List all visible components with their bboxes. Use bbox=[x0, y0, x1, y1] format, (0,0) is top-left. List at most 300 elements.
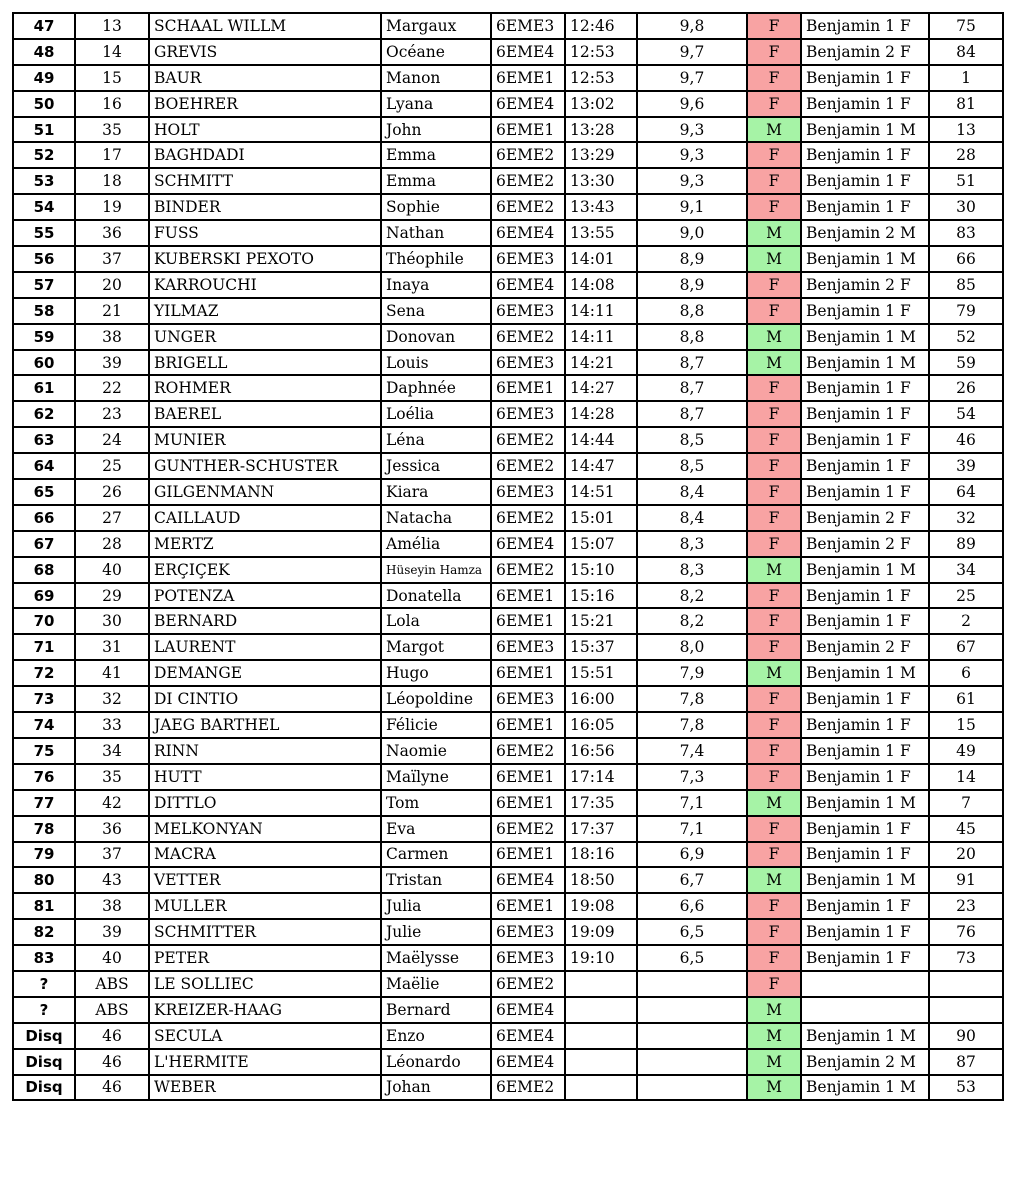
first-name-cell: Naomie bbox=[381, 738, 491, 764]
rank-cell: 60 bbox=[13, 350, 75, 376]
category-cell: Benjamin 1 F bbox=[801, 686, 929, 712]
bib-cell: 7 bbox=[929, 790, 1003, 816]
category-cell: Benjamin 1 F bbox=[801, 168, 929, 194]
bib-cell: 81 bbox=[929, 91, 1003, 117]
time-cell: 15:21 bbox=[565, 608, 637, 634]
class-cell: 6EME4 bbox=[491, 1023, 565, 1049]
bib-cell: 64 bbox=[929, 479, 1003, 505]
last-name-cell: BERNARD bbox=[149, 608, 381, 634]
speed-cell: 7,8 bbox=[637, 712, 747, 738]
sex-cell: F bbox=[747, 168, 801, 194]
bib-cell bbox=[929, 997, 1003, 1023]
category-cell bbox=[801, 997, 929, 1023]
sex-cell: F bbox=[747, 453, 801, 479]
sex-cell: F bbox=[747, 194, 801, 220]
class-rank-cell: 46 bbox=[75, 1023, 149, 1049]
last-name-cell: KREIZER-HAAG bbox=[149, 997, 381, 1023]
table-row bbox=[13, 91, 1003, 117]
bib-cell: 52 bbox=[929, 324, 1003, 350]
rank-cell: Disq bbox=[13, 1075, 75, 1101]
class-rank-cell: 32 bbox=[75, 686, 149, 712]
rank-cell: 56 bbox=[13, 246, 75, 272]
speed-cell: 6,6 bbox=[637, 893, 747, 919]
speed-cell: 8,4 bbox=[637, 505, 747, 531]
table-row bbox=[13, 816, 1003, 842]
time-cell: 18:50 bbox=[565, 867, 637, 893]
class-cell: 6EME2 bbox=[491, 324, 565, 350]
bib-cell: 20 bbox=[929, 842, 1003, 868]
last-name-cell: MELKONYAN bbox=[149, 816, 381, 842]
table-row bbox=[13, 738, 1003, 764]
class-cell: 6EME2 bbox=[491, 816, 565, 842]
time-cell: 13:28 bbox=[565, 117, 637, 143]
speed-cell: 8,9 bbox=[637, 246, 747, 272]
first-name-cell: Jessica bbox=[381, 453, 491, 479]
table-row bbox=[13, 1023, 1003, 1049]
speed-cell: 9,3 bbox=[637, 168, 747, 194]
speed-cell: 9,3 bbox=[637, 142, 747, 168]
class-cell: 6EME2 bbox=[491, 505, 565, 531]
rank-cell: 64 bbox=[13, 453, 75, 479]
first-name-cell: Félicie bbox=[381, 712, 491, 738]
bib-cell: 85 bbox=[929, 272, 1003, 298]
last-name-cell: HOLT bbox=[149, 117, 381, 143]
first-name-cell: Tom bbox=[381, 790, 491, 816]
last-name-cell: ROHMER bbox=[149, 375, 381, 401]
time-cell: 14:01 bbox=[565, 246, 637, 272]
first-name-cell: Tristan bbox=[381, 867, 491, 893]
sex-cell: F bbox=[747, 91, 801, 117]
speed-cell: 8,8 bbox=[637, 324, 747, 350]
rank-cell: Disq bbox=[13, 1049, 75, 1075]
speed-cell: 9,0 bbox=[637, 220, 747, 246]
sex-cell: M bbox=[747, 557, 801, 583]
time-cell: 16:56 bbox=[565, 738, 637, 764]
table-row bbox=[13, 1049, 1003, 1075]
class-rank-cell: ABS bbox=[75, 997, 149, 1023]
rank-cell: 59 bbox=[13, 324, 75, 350]
sex-cell: F bbox=[747, 712, 801, 738]
category-cell: Benjamin 2 M bbox=[801, 220, 929, 246]
category-cell: Benjamin 1 F bbox=[801, 816, 929, 842]
bib-cell: 90 bbox=[929, 1023, 1003, 1049]
class-cell: 6EME1 bbox=[491, 893, 565, 919]
bib-cell: 73 bbox=[929, 945, 1003, 971]
speed-cell: 9,6 bbox=[637, 91, 747, 117]
category-cell: Benjamin 1 F bbox=[801, 842, 929, 868]
table-row bbox=[13, 220, 1003, 246]
category-cell: Benjamin 2 F bbox=[801, 634, 929, 660]
time-cell: 18:16 bbox=[565, 842, 637, 868]
category-cell: Benjamin 1 F bbox=[801, 91, 929, 117]
sex-cell: F bbox=[747, 764, 801, 790]
bib-cell: 54 bbox=[929, 401, 1003, 427]
time-cell: 13:43 bbox=[565, 194, 637, 220]
table-row bbox=[13, 39, 1003, 65]
last-name-cell: BINDER bbox=[149, 194, 381, 220]
speed-cell: 8,5 bbox=[637, 453, 747, 479]
category-cell: Benjamin 1 F bbox=[801, 945, 929, 971]
bib-cell: 25 bbox=[929, 583, 1003, 609]
time-cell: 14:51 bbox=[565, 479, 637, 505]
time-cell bbox=[565, 1075, 637, 1101]
last-name-cell: FUSS bbox=[149, 220, 381, 246]
time-cell: 15:10 bbox=[565, 557, 637, 583]
category-cell: Benjamin 1 F bbox=[801, 919, 929, 945]
rank-cell: 57 bbox=[13, 272, 75, 298]
table-row bbox=[13, 867, 1003, 893]
class-cell: 6EME3 bbox=[491, 246, 565, 272]
first-name-cell: Lola bbox=[381, 608, 491, 634]
sex-cell: F bbox=[747, 686, 801, 712]
last-name-cell: KUBERSKI PEXOTO bbox=[149, 246, 381, 272]
sex-cell: M bbox=[747, 1023, 801, 1049]
time-cell: 14:47 bbox=[565, 453, 637, 479]
last-name-cell: SCHAAL WILLM bbox=[149, 13, 381, 39]
class-cell: 6EME3 bbox=[491, 350, 565, 376]
bib-cell: 87 bbox=[929, 1049, 1003, 1075]
speed-cell: 7,4 bbox=[637, 738, 747, 764]
category-cell: Benjamin 2 F bbox=[801, 531, 929, 557]
category-cell: Benjamin 2 F bbox=[801, 39, 929, 65]
class-cell: 6EME1 bbox=[491, 790, 565, 816]
last-name-cell: BAEREL bbox=[149, 401, 381, 427]
rank-cell: 62 bbox=[13, 401, 75, 427]
class-cell: 6EME2 bbox=[491, 168, 565, 194]
speed-cell: 7,1 bbox=[637, 816, 747, 842]
category-cell: Benjamin 1 F bbox=[801, 764, 929, 790]
table-row bbox=[13, 479, 1003, 505]
first-name-cell: Océane bbox=[381, 39, 491, 65]
rank-cell: 82 bbox=[13, 919, 75, 945]
bib-cell: 83 bbox=[929, 220, 1003, 246]
last-name-cell: LAURENT bbox=[149, 634, 381, 660]
class-rank-cell: 35 bbox=[75, 117, 149, 143]
last-name-cell: SCHMITTER bbox=[149, 919, 381, 945]
table-row bbox=[13, 324, 1003, 350]
speed-cell: 7,9 bbox=[637, 660, 747, 686]
class-rank-cell: 38 bbox=[75, 893, 149, 919]
results-table-body bbox=[13, 13, 1003, 1100]
last-name-cell: CAILLAUD bbox=[149, 505, 381, 531]
time-cell: 17:14 bbox=[565, 764, 637, 790]
time-cell: 13:30 bbox=[565, 168, 637, 194]
first-name-cell: Maïlyne bbox=[381, 764, 491, 790]
class-cell: 6EME2 bbox=[491, 453, 565, 479]
time-cell: 14:27 bbox=[565, 375, 637, 401]
first-name-cell: Nathan bbox=[381, 220, 491, 246]
time-cell: 17:35 bbox=[565, 790, 637, 816]
class-cell: 6EME4 bbox=[491, 531, 565, 557]
class-cell: 6EME1 bbox=[491, 842, 565, 868]
class-cell: 6EME1 bbox=[491, 764, 565, 790]
sex-cell: M bbox=[747, 324, 801, 350]
sex-cell: F bbox=[747, 816, 801, 842]
speed-cell: 7,3 bbox=[637, 764, 747, 790]
speed-cell: 8,8 bbox=[637, 298, 747, 324]
sex-cell: F bbox=[747, 505, 801, 531]
category-cell: Benjamin 1 M bbox=[801, 867, 929, 893]
speed-cell bbox=[637, 1023, 747, 1049]
class-cell: 6EME1 bbox=[491, 660, 565, 686]
rank-cell: 48 bbox=[13, 39, 75, 65]
sex-cell: F bbox=[747, 142, 801, 168]
bib-cell: 91 bbox=[929, 867, 1003, 893]
category-cell: Benjamin 1 M bbox=[801, 1075, 929, 1101]
rank-cell: 83 bbox=[13, 945, 75, 971]
rank-cell: 67 bbox=[13, 531, 75, 557]
table-row bbox=[13, 531, 1003, 557]
rank-cell: 79 bbox=[13, 842, 75, 868]
rank-cell: ? bbox=[13, 971, 75, 997]
rank-cell: 68 bbox=[13, 557, 75, 583]
sex-cell: F bbox=[747, 298, 801, 324]
speed-cell bbox=[637, 997, 747, 1023]
class-rank-cell: 13 bbox=[75, 13, 149, 39]
bib-cell bbox=[929, 971, 1003, 997]
class-rank-cell: 14 bbox=[75, 39, 149, 65]
bib-cell: 76 bbox=[929, 919, 1003, 945]
speed-cell: 6,5 bbox=[637, 919, 747, 945]
class-cell: 6EME1 bbox=[491, 583, 565, 609]
table-row bbox=[13, 686, 1003, 712]
first-name-cell: Julia bbox=[381, 893, 491, 919]
table-row bbox=[13, 971, 1003, 997]
last-name-cell: BOEHRER bbox=[149, 91, 381, 117]
bib-cell: 59 bbox=[929, 350, 1003, 376]
table-row bbox=[13, 712, 1003, 738]
last-name-cell: RINN bbox=[149, 738, 381, 764]
category-cell: Benjamin 1 F bbox=[801, 401, 929, 427]
sex-cell: F bbox=[747, 479, 801, 505]
class-rank-cell: 37 bbox=[75, 246, 149, 272]
bib-cell: 1 bbox=[929, 65, 1003, 91]
first-name-cell: Bernard bbox=[381, 997, 491, 1023]
last-name-cell: MULLER bbox=[149, 893, 381, 919]
sex-cell: F bbox=[747, 531, 801, 557]
time-cell: 15:51 bbox=[565, 660, 637, 686]
first-name-cell: Julie bbox=[381, 919, 491, 945]
class-rank-cell: 39 bbox=[75, 919, 149, 945]
speed-cell bbox=[637, 1049, 747, 1075]
class-rank-cell: ABS bbox=[75, 971, 149, 997]
first-name-cell: Margaux bbox=[381, 13, 491, 39]
category-cell: Benjamin 1 F bbox=[801, 298, 929, 324]
sex-cell: F bbox=[747, 971, 801, 997]
sex-cell: F bbox=[747, 272, 801, 298]
time-cell: 19:09 bbox=[565, 919, 637, 945]
first-name-cell: Louis bbox=[381, 350, 491, 376]
class-cell: 6EME2 bbox=[491, 557, 565, 583]
category-cell: Benjamin 1 M bbox=[801, 790, 929, 816]
first-name-cell: Natacha bbox=[381, 505, 491, 531]
rank-cell: 53 bbox=[13, 168, 75, 194]
category-cell: Benjamin 1 F bbox=[801, 427, 929, 453]
bib-cell: 66 bbox=[929, 246, 1003, 272]
class-rank-cell: 25 bbox=[75, 453, 149, 479]
speed-cell: 9,7 bbox=[637, 39, 747, 65]
rank-cell: 69 bbox=[13, 583, 75, 609]
time-cell: 15:16 bbox=[565, 583, 637, 609]
class-cell: 6EME3 bbox=[491, 686, 565, 712]
sex-cell: F bbox=[747, 427, 801, 453]
class-cell: 6EME3 bbox=[491, 945, 565, 971]
class-cell: 6EME4 bbox=[491, 91, 565, 117]
last-name-cell: DITTLO bbox=[149, 790, 381, 816]
rank-cell: 58 bbox=[13, 298, 75, 324]
class-rank-cell: 26 bbox=[75, 479, 149, 505]
speed-cell: 6,9 bbox=[637, 842, 747, 868]
first-name-cell: Eva bbox=[381, 816, 491, 842]
table-row bbox=[13, 401, 1003, 427]
time-cell: 12:53 bbox=[565, 39, 637, 65]
speed-cell: 9,3 bbox=[637, 117, 747, 143]
first-name-cell: Théophile bbox=[381, 246, 491, 272]
table-row bbox=[13, 583, 1003, 609]
first-name-cell: Inaya bbox=[381, 272, 491, 298]
first-name-cell: Lyana bbox=[381, 91, 491, 117]
class-rank-cell: 39 bbox=[75, 350, 149, 376]
time-cell: 12:46 bbox=[565, 13, 637, 39]
first-name-cell: Léonardo bbox=[381, 1049, 491, 1075]
table-row bbox=[13, 65, 1003, 91]
time-cell bbox=[565, 1049, 637, 1075]
class-cell: 6EME4 bbox=[491, 39, 565, 65]
last-name-cell: SCHMITT bbox=[149, 168, 381, 194]
category-cell: Benjamin 1 F bbox=[801, 142, 929, 168]
bib-cell: 13 bbox=[929, 117, 1003, 143]
category-cell: Benjamin 1 F bbox=[801, 738, 929, 764]
sex-cell: F bbox=[747, 919, 801, 945]
bib-cell: 89 bbox=[929, 531, 1003, 557]
last-name-cell: BAGHDADI bbox=[149, 142, 381, 168]
class-rank-cell: 43 bbox=[75, 867, 149, 893]
first-name-cell: Donovan bbox=[381, 324, 491, 350]
time-cell: 15:37 bbox=[565, 634, 637, 660]
bib-cell: 39 bbox=[929, 453, 1003, 479]
speed-cell bbox=[637, 971, 747, 997]
bib-cell: 30 bbox=[929, 194, 1003, 220]
first-name-cell: Johan bbox=[381, 1075, 491, 1101]
table-row bbox=[13, 790, 1003, 816]
class-cell: 6EME1 bbox=[491, 117, 565, 143]
time-cell: 17:37 bbox=[565, 816, 637, 842]
last-name-cell: MACRA bbox=[149, 842, 381, 868]
class-rank-cell: 35 bbox=[75, 764, 149, 790]
class-cell: 6EME1 bbox=[491, 712, 565, 738]
time-cell: 16:00 bbox=[565, 686, 637, 712]
class-cell: 6EME3 bbox=[491, 919, 565, 945]
last-name-cell: BAUR bbox=[149, 65, 381, 91]
class-cell: 6EME4 bbox=[491, 1049, 565, 1075]
time-cell: 15:01 bbox=[565, 505, 637, 531]
last-name-cell: POTENZA bbox=[149, 583, 381, 609]
last-name-cell: SECULA bbox=[149, 1023, 381, 1049]
speed-cell: 6,5 bbox=[637, 945, 747, 971]
class-cell: 6EME4 bbox=[491, 272, 565, 298]
last-name-cell: DI CINTIO bbox=[149, 686, 381, 712]
time-cell: 13:29 bbox=[565, 142, 637, 168]
class-cell: 6EME2 bbox=[491, 1075, 565, 1101]
speed-cell: 7,8 bbox=[637, 686, 747, 712]
class-rank-cell: 40 bbox=[75, 557, 149, 583]
sex-cell: M bbox=[747, 117, 801, 143]
table-row bbox=[13, 350, 1003, 376]
rank-cell: 61 bbox=[13, 375, 75, 401]
rank-cell: ? bbox=[13, 997, 75, 1023]
category-cell: Benjamin 1 F bbox=[801, 194, 929, 220]
last-name-cell: LE SOLLIEC bbox=[149, 971, 381, 997]
table-row bbox=[13, 375, 1003, 401]
category-cell: Benjamin 2 F bbox=[801, 272, 929, 298]
first-name-cell: Sena bbox=[381, 298, 491, 324]
speed-cell: 8,2 bbox=[637, 583, 747, 609]
class-rank-cell: 42 bbox=[75, 790, 149, 816]
first-name-cell: Sophie bbox=[381, 194, 491, 220]
first-name-cell: Hüseyin Hamza bbox=[381, 557, 491, 583]
time-cell: 14:11 bbox=[565, 324, 637, 350]
bib-cell: 15 bbox=[929, 712, 1003, 738]
speed-cell: 8,5 bbox=[637, 427, 747, 453]
class-cell: 6EME2 bbox=[491, 738, 565, 764]
last-name-cell: JAEG BARTHEL bbox=[149, 712, 381, 738]
class-rank-cell: 36 bbox=[75, 816, 149, 842]
time-cell: 13:55 bbox=[565, 220, 637, 246]
sex-cell: F bbox=[747, 375, 801, 401]
first-name-cell: Hugo bbox=[381, 660, 491, 686]
class-rank-cell: 33 bbox=[75, 712, 149, 738]
rank-cell: 78 bbox=[13, 816, 75, 842]
sex-cell: F bbox=[747, 893, 801, 919]
class-cell: 6EME3 bbox=[491, 13, 565, 39]
speed-cell bbox=[637, 1075, 747, 1101]
last-name-cell: MERTZ bbox=[149, 531, 381, 557]
class-rank-cell: 36 bbox=[75, 220, 149, 246]
time-cell: 12:53 bbox=[565, 65, 637, 91]
class-rank-cell: 40 bbox=[75, 945, 149, 971]
class-rank-cell: 21 bbox=[75, 298, 149, 324]
time-cell: 19:08 bbox=[565, 893, 637, 919]
category-cell bbox=[801, 971, 929, 997]
rank-cell: Disq bbox=[13, 1023, 75, 1049]
table-row bbox=[13, 272, 1003, 298]
category-cell: Benjamin 1 M bbox=[801, 350, 929, 376]
bib-cell: 46 bbox=[929, 427, 1003, 453]
class-cell: 6EME3 bbox=[491, 401, 565, 427]
rank-cell: 65 bbox=[13, 479, 75, 505]
class-rank-cell: 20 bbox=[75, 272, 149, 298]
first-name-cell: Emma bbox=[381, 168, 491, 194]
table-row bbox=[13, 505, 1003, 531]
table-row bbox=[13, 945, 1003, 971]
class-cell: 6EME2 bbox=[491, 971, 565, 997]
sex-cell: M bbox=[747, 867, 801, 893]
category-cell: Benjamin 1 F bbox=[801, 13, 929, 39]
first-name-cell: Carmen bbox=[381, 842, 491, 868]
category-cell: Benjamin 1 M bbox=[801, 246, 929, 272]
table-row bbox=[13, 997, 1003, 1023]
speed-cell: 8,4 bbox=[637, 479, 747, 505]
sex-cell: M bbox=[747, 1049, 801, 1075]
rank-cell: 80 bbox=[13, 867, 75, 893]
sex-cell: F bbox=[747, 13, 801, 39]
class-rank-cell: 37 bbox=[75, 842, 149, 868]
class-cell: 6EME4 bbox=[491, 997, 565, 1023]
time-cell bbox=[565, 971, 637, 997]
sex-cell: M bbox=[747, 246, 801, 272]
time-cell: 19:10 bbox=[565, 945, 637, 971]
sex-cell: F bbox=[747, 842, 801, 868]
